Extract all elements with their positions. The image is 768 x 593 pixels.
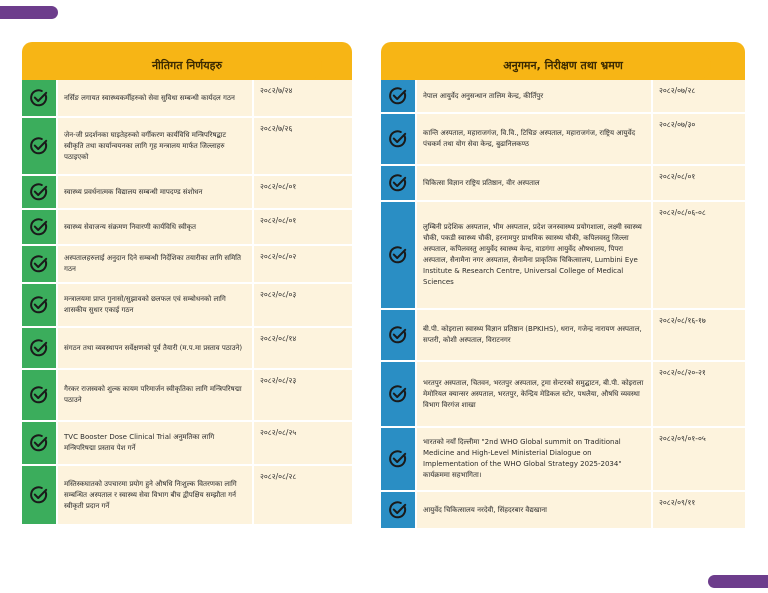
decision-list — [22, 80, 352, 524]
item-date: २०८२/०८/०६-०८ — [651, 202, 745, 308]
item-text: जेन-जी प्रदर्शनका घाइतेहरुको वर्गीकरण कार्यविधि मन्त्रिपरिषद्बाट स्वीकृति तथा कार्यान्वयनका लागि गृह मन्त्रालय मार्फत जिल्लाहरु पठाइएको — [56, 118, 252, 174]
item-text: आयुर्वेद चिकित्सालय नरदेवी, सिंहदरबार वैद्यखाना — [415, 492, 651, 528]
check-circle-icon — [22, 466, 56, 524]
check-circle-icon — [381, 428, 415, 490]
item-date: २०८२/०८/२५ — [252, 422, 352, 464]
item-date: २०८२/०८/०३ — [252, 284, 352, 326]
item-text: स्वास्थ्य प्रवर्धनात्मक विद्यालय सम्बन्धी मापदण्ड संशोधन — [56, 176, 252, 208]
list-item — [381, 490, 745, 528]
item-date: २०८२/०८/०१ — [651, 166, 745, 200]
corner-accent-bar — [708, 575, 768, 588]
check-circle-icon — [381, 80, 415, 112]
item-date: २०८२/७/२४ — [252, 80, 352, 116]
monitoring-visits-panel — [381, 42, 745, 528]
list-item — [381, 112, 745, 164]
check-circle-icon — [381, 202, 415, 308]
check-circle-icon — [22, 422, 56, 464]
check-circle-icon — [22, 210, 56, 244]
item-text: स्वास्थ्य सेवाजन्य संक्रमण निवारणी कार्यविधि स्वीकृत — [56, 210, 252, 244]
list-item — [381, 200, 745, 308]
item-text: संगठन तथा व्यवस्थापन सर्वेक्षणको पूर्व तैयारी (म.प.मा प्रस्ताव पठाउने) — [56, 328, 252, 368]
item-text: बी.पी. कोइराला स्वास्थ्य विज्ञान प्रतिष्ठान (BPKIHS), धरान, गजेन्द्र नारायण अस्पताल, सप्तरी, कोशी अस्पताल, विराटनगर — [415, 310, 651, 360]
item-text: लुम्बिनी प्रदेशिक अस्पताल, भीम अस्पताल, प्रदेश जनस्वास्थ्य प्रयोगशाला, लक्ष्मी स्वास्थ्य चौकी, पकडी स्वास्थ्य चौकी, हरनामपुर प्राथमिक स्वास्थ्य चौकी, कपिलवस्तु जिल्ला अस्पताल, कपिलवस्तु आयुर्वेद स्वास्थ्य केन्द्र, वाडगंगा आयुर्वेद औषधालय, पिपरा अस्पताल, सैनामैना नगर अस्पताल, सैनामैना प्राकृतिक चिकित्सालय, Lumbini Eye Institute & Research Centre, Universal College of Medical Sciences — [415, 202, 651, 308]
item-text: गैरकर राजस्वको शुल्क कायम परिमार्जन स्वीकृतिका लागि मन्त्रिपरिषद्मा पठाउने — [56, 370, 252, 420]
item-text: मस्तिस्कघातको उपचारमा प्रयोग हुने औषधि निःशुल्क वितरणका लागि सम्बन्धित अस्पताल र स्वास्थ्य सेवा विभाग बीच द्वीपक्षिय सम्झौता गर्न स्वीकृती प्रदान गर्ने — [56, 466, 252, 524]
item-text: भरतपुर अस्पताल, चितवन, भरतपुर अस्पताल, ट्रमा सेन्टरको समुद्घाटन, बी.पी. कोइराला मेमोरियल क्यान्सर अस्पताल, भरतपुर, केन्द्रिय मेडिकल स्टोर, पथलैया, औषधि व्यवस्था विभाग विरगंज शाखा — [415, 362, 651, 426]
check-circle-icon — [22, 246, 56, 282]
item-text: कान्ति अस्पताल, महाराजगंज, वि.वि., टिचिङ अस्पताल, महाराजगंज, राष्ट्रिय आयुर्वेद पंचकर्म तथा योग सेवा केन्द्र, बुढानिलकण्ठ — [415, 114, 651, 164]
item-text: नर्सिङ लगायत स्वास्थ्यकर्मीहरुको सेवा सुविधा सम्बन्धी कार्यदल गठन — [56, 80, 252, 116]
item-text: चिकित्सा विज्ञान राष्ट्रिय प्रतिष्ठान, वीर अस्पताल — [415, 166, 651, 200]
list-item — [22, 80, 352, 116]
item-date: २०८२/०९/११ — [651, 492, 745, 528]
item-date: २०८२/०८/०२ — [252, 246, 352, 282]
list-item — [381, 308, 745, 360]
item-text: TVC Booster Dose Clinical Trial अनुमतिका लागि मन्त्रिपरिषद्मा प्रस्ताव पेश गर्ने — [56, 422, 252, 464]
item-date: २०८२/०७/२८ — [651, 80, 745, 112]
check-circle-icon — [381, 362, 415, 426]
list-item — [22, 464, 352, 524]
item-date: २०८२/०८/१४ — [252, 328, 352, 368]
item-date: २०८२/०८/२०-२१ — [651, 362, 745, 426]
list-item — [381, 80, 745, 112]
check-circle-icon — [22, 176, 56, 208]
panel-title: नीतिगत निर्णयहरु — [151, 59, 223, 72]
check-circle-icon — [381, 166, 415, 200]
list-item — [22, 208, 352, 244]
list-item — [381, 426, 745, 490]
item-date: २०८२/०७/३० — [651, 114, 745, 164]
list-item — [22, 326, 352, 368]
check-circle-icon — [22, 370, 56, 420]
panel-header — [22, 42, 352, 80]
list-item — [381, 360, 745, 426]
item-date: २०८२/०८/२३ — [252, 370, 352, 420]
item-date: २०८२/०८/२८ — [252, 466, 352, 524]
check-circle-icon — [381, 114, 415, 164]
item-date: २०८२/०८/०१ — [252, 210, 352, 244]
list-item — [22, 368, 352, 420]
check-circle-icon — [22, 328, 56, 368]
item-date: २०८२/०९/०१-०५ — [651, 428, 745, 490]
item-text: मन्त्रालयमा प्राप्त गुनासो/सुझावको छलफल एवं सम्बोधनको लागि शासकीय सुधार एकाई गठन — [56, 284, 252, 326]
list-item — [22, 282, 352, 326]
policy-decisions-panel — [22, 42, 352, 524]
list-item — [22, 174, 352, 208]
list-item — [22, 420, 352, 464]
item-date: २०८२/०८/१६-१७ — [651, 310, 745, 360]
visit-list — [381, 80, 745, 528]
item-date: २०८२/७/२६ — [252, 118, 352, 174]
corner-accent-bar — [0, 6, 58, 19]
item-text: भारतको नयाँ दिल्लीमा "2nd WHO Global summit on Traditional Medicine and High-Level Ministerial Dialogue on Implementation of the WHO Global Strategy 2025-2034" कार्यक्रममा सहभागिता। — [415, 428, 651, 490]
check-circle-icon — [22, 118, 56, 174]
panel-title: अनुगमन, निरीक्षण तथा भ्रमण — [503, 59, 623, 72]
item-date: २०८२/०८/०१ — [252, 176, 352, 208]
list-item — [22, 244, 352, 282]
check-circle-icon — [22, 284, 56, 326]
item-text: नेपाल आयुर्वेद अनुसन्धान तालिम केन्द्र, कीर्तिपुर — [415, 80, 651, 112]
list-item — [22, 116, 352, 174]
panel-header — [381, 42, 745, 80]
list-item — [381, 164, 745, 200]
check-circle-icon — [22, 80, 56, 116]
item-text: अस्पतालहरुलाई अनुदान दिने सम्बन्धी निर्देशिका तयारीका लागि समिति गठन — [56, 246, 252, 282]
check-circle-icon — [381, 492, 415, 528]
check-circle-icon — [381, 310, 415, 360]
